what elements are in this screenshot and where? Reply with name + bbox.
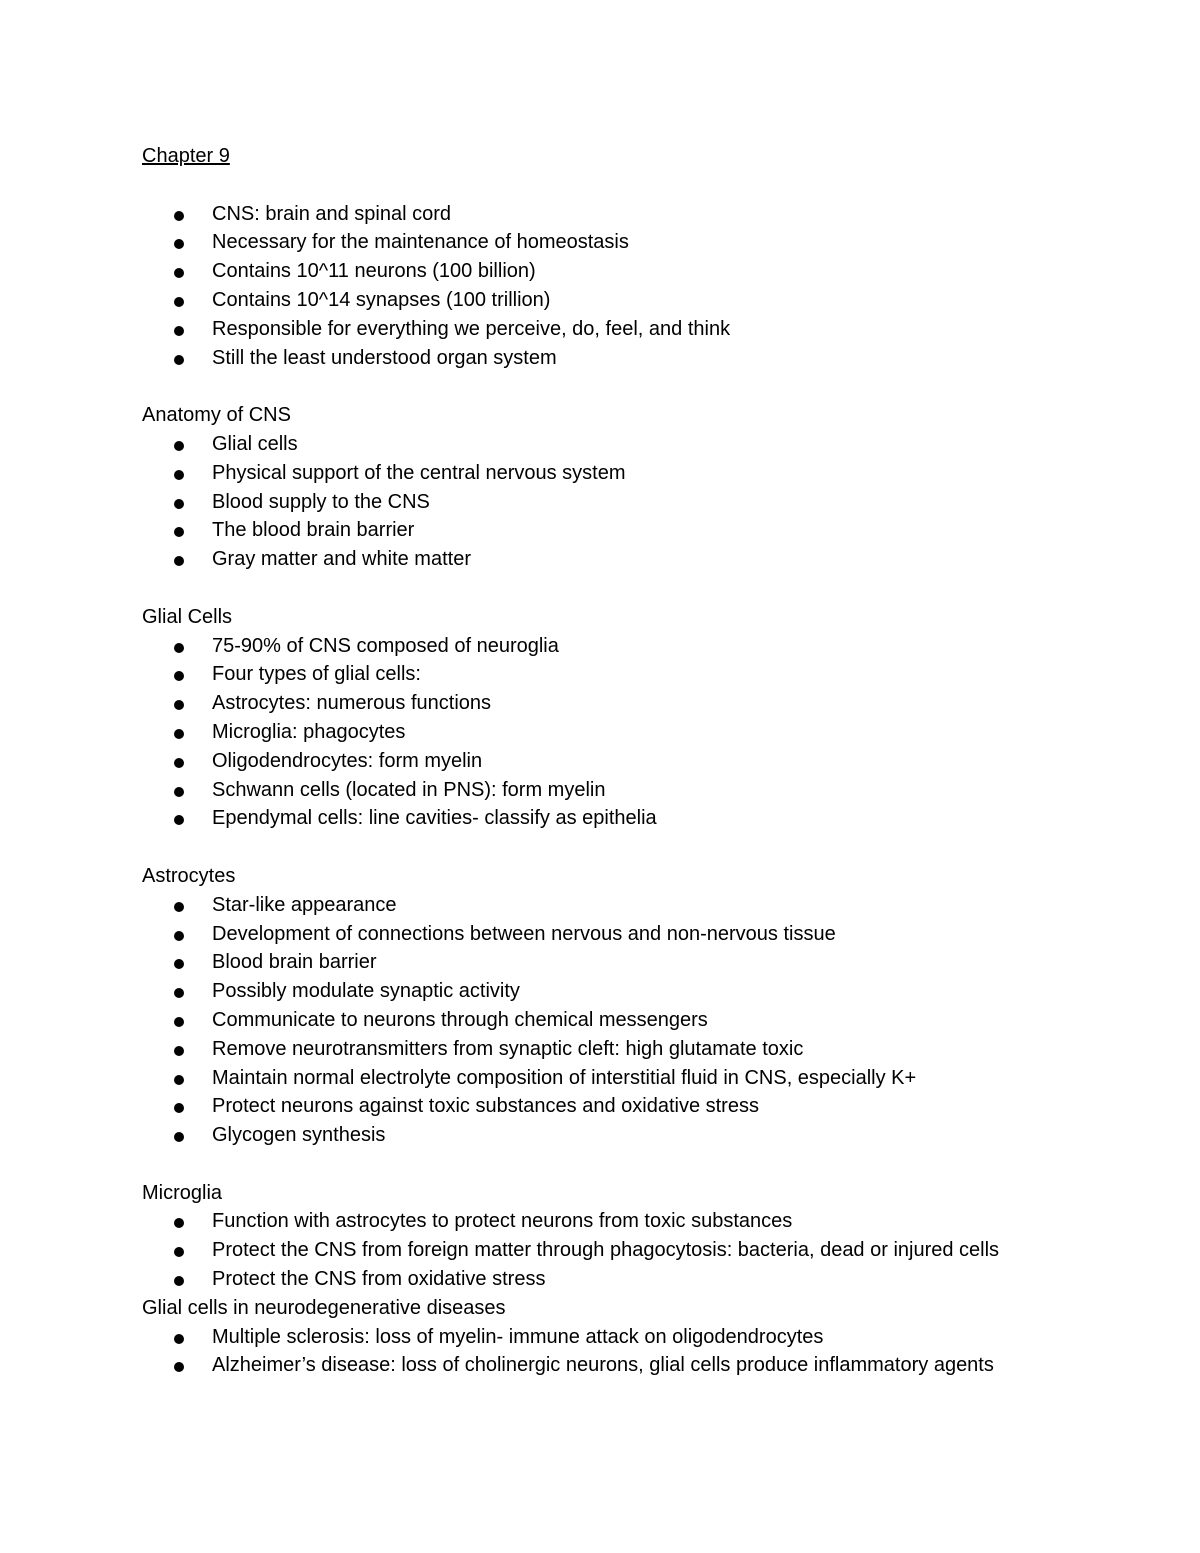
list-item [142,1236,1062,1265]
bullet-icon [174,902,184,912]
bullet-icon [174,671,184,681]
intro-list [142,200,1062,373]
list-item [142,430,1062,459]
list-item-text: Necessary for the maintenance of homeostasis [212,231,629,254]
spacer [142,1150,1062,1179]
bullet-icon [174,1075,184,1085]
spacer [142,833,1062,862]
list-item-text: CNS: brain and spinal cord [212,202,452,225]
bullet-icon [174,1247,184,1257]
list-item [142,747,1062,776]
chapter-title: Chapter 9 [142,145,230,167]
spacer [142,372,1062,401]
bullet-icon [174,959,184,969]
bullet-icon [174,1103,184,1113]
list-item [142,660,1062,689]
glial-cells-list [142,632,1062,834]
bullet-icon [174,1218,184,1228]
bullet-icon [174,355,184,365]
bullet-icon [174,1132,184,1142]
bullet-icon [174,643,184,653]
section-heading-glial-cells: Glial Cells [142,605,233,628]
list-item [142,948,1062,977]
bullet-icon [174,700,184,710]
list-item-text: Star-like appearance [212,893,397,916]
microglia-list [142,1207,1062,1293]
bullet-icon [174,211,184,221]
list-item-text: Protect neurons against toxic substances and oxidative stress [212,1095,759,1118]
bullet-icon [174,815,184,825]
list-item [142,488,1062,517]
list-item-text: Protect the CNS from oxidative stress [212,1268,546,1291]
list-item [142,1207,1062,1236]
list-item-text: 75-90% of CNS composed of neuroglia [212,634,559,657]
list-item-text: Maintain normal electrolyte composition of interstitial fluid in CNS, especially K+ [212,1066,917,1089]
bullet-icon [174,787,184,797]
anatomy-list [142,430,1062,574]
list-item [142,920,1062,949]
list-item-text: Microglia: phagocytes [212,720,406,743]
list-item [142,1006,1062,1035]
neurodegenerative-list [142,1323,1062,1381]
bullet-icon [174,931,184,941]
bullet-icon [174,729,184,739]
bullet-icon [174,1334,184,1344]
list-item-text: Possibly modulate synaptic activity [212,980,520,1003]
document-body [142,142,1062,1380]
spacer [142,574,1062,603]
list-item [142,1265,1062,1294]
section-heading-neurodegenerative: Glial cells in neurodegenerative diseases [142,1296,506,1319]
list-item-text: Schwann cells (located in PNS): form myelin [212,778,606,801]
list-item-text: Protect the CNS from foreign matter through phagocytosis: bacteria, dead or injured cells [212,1239,1000,1262]
bullet-icon [174,441,184,451]
bullet-icon [174,239,184,249]
list-item-text: Glial cells [212,432,298,455]
list-item-text: Still the least understood organ system [212,346,557,369]
list-item-text: Responsible for everything we perceive, do, feel, and think [212,317,731,340]
list-item [142,632,1062,661]
list-item-text: Gray matter and white matter [212,548,471,571]
bullet-icon [174,326,184,336]
list-item-text: The blood brain barrier [212,519,415,542]
list-item [142,977,1062,1006]
list-item-text: Contains 10^11 neurons (100 billion) [212,260,536,283]
list-item-text: Contains 10^14 synapses (100 trillion) [212,288,551,311]
list-item-text: Blood brain barrier [212,951,377,974]
bullet-icon [174,758,184,768]
list-item-text: Physical support of the central nervous system [212,461,626,484]
list-item-text: Four types of glial cells: [212,663,421,686]
list-item [142,1064,1062,1093]
list-item [142,1121,1062,1150]
bullet-icon [174,268,184,278]
list-item [142,545,1062,574]
bullet-icon [174,527,184,537]
list-item [142,344,1062,373]
spacer [142,171,1062,200]
list-item [142,228,1062,257]
bullet-icon [174,1276,184,1286]
list-item-text: Development of connections between nervous and non-nervous tissue [212,922,836,945]
astrocytes-list [142,891,1062,1150]
list-item [142,1092,1062,1121]
list-item [142,891,1062,920]
list-item [142,718,1062,747]
bullet-icon [174,556,184,566]
list-item [142,689,1062,718]
bullet-icon [174,988,184,998]
section-heading-microglia: Microglia [142,1181,223,1204]
bullet-icon [174,499,184,509]
list-item [142,200,1062,229]
list-item [142,1351,1062,1380]
section-heading-astrocytes: Astrocytes [142,864,236,887]
list-item-text: Multiple sclerosis: loss of myelin- immune attack on oligodendrocytes [212,1325,824,1348]
list-item [142,315,1062,344]
list-item [142,776,1062,805]
list-item [142,286,1062,315]
bullet-icon [174,1362,184,1372]
bullet-icon [174,1017,184,1027]
bullet-icon [174,1046,184,1056]
list-item [142,1323,1062,1352]
list-item-text: Glycogen synthesis [212,1124,386,1147]
bullet-icon [174,470,184,480]
list-item [142,516,1062,545]
list-item-text: Function with astrocytes to protect neurons from toxic substances [212,1210,793,1233]
list-item-text: Alzheimer’s disease: loss of cholinergic neurons, glial cells produce inflammatory agents [212,1354,994,1377]
bullet-icon [174,297,184,307]
list-item-text: Communicate to neurons through chemical messengers [212,1008,708,1031]
list-item-text: Astrocytes: numerous functions [212,692,492,715]
list-item [142,804,1062,833]
list-item [142,257,1062,286]
list-item-text: Ependymal cells: line cavities- classify as epithelia [212,807,657,830]
list-item-text: Blood supply to the CNS [212,490,430,513]
list-item [142,1035,1062,1064]
list-item [142,459,1062,488]
list-item-text: Oligodendrocytes: form myelin [212,749,483,772]
list-item-text: Remove neurotransmitters from synaptic cleft: high glutamate toxic [212,1037,804,1060]
section-heading-anatomy: Anatomy of CNS [142,404,291,427]
